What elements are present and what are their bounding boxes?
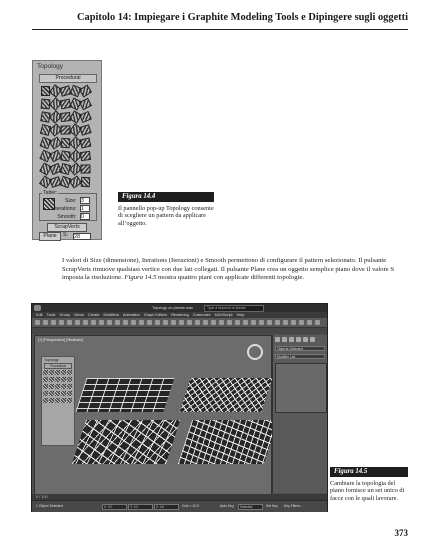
mini-pattern-thumbnail-icon[interactable] (61, 384, 66, 389)
utilities-tab-icon[interactable] (310, 337, 315, 342)
app-titlebar (32, 304, 327, 312)
smooth-spinner[interactable]: 0 (80, 213, 90, 220)
set-key-button[interactable]: Set Key (266, 504, 278, 508)
mini-pattern-thumbnail-icon[interactable] (43, 370, 48, 375)
pattern-thumbnail-icon[interactable] (79, 85, 92, 98)
mini-pattern-thumbnail-icon[interactable] (43, 391, 48, 396)
mini-pattern-thumbnail-icon[interactable] (49, 391, 54, 396)
y-coordinate-field[interactable]: Y: 0.0 (128, 504, 153, 510)
topology-panel-title: Topology (37, 63, 64, 70)
body-text-part1: I valori di Size (dimensione), Iterations (Iterazioni) e Smooth permettono di configurare il pattern selezionato. Il pulsante ScrapVerts rimuove qualsiasi vertice con due lati collegati. Il pulsante Plane crea un oggetto semplice piano dove il valore S imposta la risoluzione. (62, 257, 395, 282)
pattern-thumbnail-icon[interactable] (81, 177, 91, 187)
toolbar-tool-icon[interactable] (83, 320, 88, 325)
menu-item[interactable]: Rendering (171, 313, 189, 317)
create-tab-icon[interactable] (275, 337, 280, 342)
mini-pattern-thumbnail-icon[interactable] (61, 398, 66, 403)
mini-pattern-thumbnail-icon[interactable] (43, 377, 48, 382)
mini-pattern-thumbnail-icon[interactable] (67, 370, 72, 375)
toolbar-tool-icon[interactable] (163, 320, 168, 325)
pattern-thumbnail-icon[interactable] (79, 98, 92, 111)
toolbar-tool-icon[interactable] (139, 320, 144, 325)
toolbar-tool-icon[interactable] (219, 320, 224, 325)
time-slider-label: 0 / 100 (36, 495, 48, 499)
mini-panel-title: Topology (44, 358, 59, 362)
toolbar-tool-icon[interactable] (283, 320, 288, 325)
mini-pattern-thumbnail-icon[interactable] (55, 384, 60, 389)
plane-grid-topology[interactable] (75, 378, 174, 412)
mini-pattern-thumbnail-icon[interactable] (61, 391, 66, 396)
app-logo-icon[interactable] (34, 305, 41, 311)
menu-item[interactable]: Views (73, 313, 85, 317)
s-spinner[interactable]: 28 (73, 233, 91, 240)
display-tab-icon[interactable] (303, 337, 308, 342)
pattern-thumbnail-icon[interactable] (79, 124, 91, 136)
toolbar-tool-icon[interactable] (315, 320, 320, 325)
toolbar-tool-icon[interactable] (155, 320, 160, 325)
page-number: 373 (394, 528, 408, 538)
toolbar-tool-icon[interactable] (195, 320, 200, 325)
toolbar-tool-icon[interactable] (243, 320, 248, 325)
menu-item[interactable]: Group (59, 313, 70, 317)
mini-pattern-thumbnail-icon[interactable] (55, 377, 60, 382)
object-name-field[interactable]: Objects Selected (275, 346, 325, 351)
command-panel-tabs (275, 337, 325, 343)
toolbar-tool-icon[interactable] (115, 320, 120, 325)
toolbar-tool-icon[interactable] (43, 320, 48, 325)
menu-item[interactable]: Edit (36, 313, 43, 317)
mini-pattern-thumbnail-icon[interactable] (49, 384, 54, 389)
toolbar-tool-icon[interactable] (299, 320, 304, 325)
toolbar-tool-icon[interactable] (251, 320, 256, 325)
pattern-grid (41, 85, 97, 189)
caption-14-5 (330, 467, 408, 502)
toolbar-tool-icon[interactable] (51, 320, 56, 325)
pattern-thumbnail-icon[interactable] (80, 138, 92, 149)
body-paragraph (62, 257, 406, 283)
toolbar-tool-icon[interactable] (131, 320, 136, 325)
toolbar-tool-icon[interactable] (67, 320, 72, 325)
mini-pattern-thumbnail-icon[interactable] (61, 370, 66, 375)
menu-item[interactable]: Tools (46, 313, 56, 317)
mini-pattern-thumbnail-icon[interactable] (55, 391, 60, 396)
modify-tab-icon[interactable] (282, 337, 287, 342)
toolbar-tool-icon[interactable] (179, 320, 184, 325)
mini-pattern-thumbnail-icon[interactable] (67, 377, 72, 382)
app-window-title: Topology on planes.max (152, 306, 193, 310)
mini-pattern-thumbnail-icon[interactable] (67, 398, 72, 403)
mini-pattern-thumbnail-icon[interactable] (43, 398, 48, 403)
menu-item[interactable]: Modifiers (103, 313, 119, 317)
iterations-label: Iterations: (53, 205, 77, 212)
command-panel (272, 335, 327, 493)
figure-label: Figura 14.4 (118, 192, 214, 202)
status-bar (32, 500, 327, 512)
scrapverts-button[interactable]: ScrapVerts (47, 223, 87, 232)
smooth-row (57, 213, 90, 220)
mini-pattern-thumbnail-icon[interactable] (61, 377, 66, 382)
size-spinner[interactable]: 3 (80, 197, 90, 204)
toolbar-tool-icon[interactable] (291, 320, 296, 325)
toolbar-tool-icon[interactable] (171, 320, 176, 325)
toolbar-tool-icon[interactable] (107, 320, 112, 325)
menu-item[interactable]: Help (236, 313, 245, 317)
toolbar-tool-icon[interactable] (123, 320, 128, 325)
figure-reference: Figura 14.5 (124, 274, 157, 282)
mini-pattern-thumbnail-icon[interactable] (49, 398, 54, 403)
auto-key-button[interactable]: Auto Key (220, 504, 234, 508)
app-screenshot (31, 303, 328, 512)
s-label: S: (63, 232, 68, 238)
smooth-label: Smooth: (57, 213, 77, 220)
menu-item[interactable]: MAXScript (214, 313, 233, 317)
mini-pattern-thumbnail-icon[interactable] (43, 384, 48, 389)
size-row (65, 197, 90, 204)
x-coordinate-field[interactable]: X: 0.0 (102, 504, 127, 510)
toolbar-tool-icon[interactable] (75, 320, 80, 325)
pattern-thumbnail-icon[interactable] (79, 111, 92, 123)
caption-14-4 (118, 192, 214, 227)
mini-pattern-grid (42, 369, 74, 404)
menu-item[interactable]: Customize (192, 313, 211, 317)
toolbar-tool-icon[interactable] (227, 320, 232, 325)
plane-button[interactable]: Plane (39, 232, 61, 241)
figure-label: Figura 14.5 (330, 467, 408, 477)
pattern-thumbnail-icon[interactable] (80, 164, 90, 173)
toolbar-tool-icon[interactable] (35, 320, 40, 325)
menu-item[interactable]: Graph Editors (143, 313, 168, 317)
pattern-thumbnail-icon[interactable] (80, 151, 91, 161)
toolbar-tool-icon[interactable] (235, 320, 240, 325)
procedural-rollout: Procedural (39, 74, 97, 83)
toolbar-tool-icon[interactable] (203, 320, 208, 325)
selection-status: 1 Object Selected (36, 504, 63, 508)
toolbar-tool-icon[interactable] (211, 320, 216, 325)
main-toolbar (32, 318, 327, 328)
plane-brick-topology[interactable] (178, 420, 278, 464)
menu-item[interactable]: Animation (122, 313, 140, 317)
toolbar-tool-icon[interactable] (187, 320, 192, 325)
mini-pattern-thumbnail-icon[interactable] (55, 398, 60, 403)
tatter-group (39, 190, 97, 221)
header-rule (32, 29, 408, 30)
toolbar-tool-icon[interactable] (147, 320, 152, 325)
motion-tab-icon[interactable] (296, 337, 301, 342)
toolbar-tool-icon[interactable] (259, 320, 264, 325)
search-input[interactable]: Type a keyword or phrase (204, 305, 264, 312)
iterations-row (54, 205, 90, 212)
caption-text: Cambiare la topologia del piano fornisce un set unico di facce con le quali lavorare. (330, 479, 405, 502)
modifier-stack[interactable] (275, 363, 327, 413)
graphite-ribbon (32, 328, 327, 334)
toolbar-tool-icon[interactable] (307, 320, 312, 325)
toolbar-tool-icon[interactable] (99, 320, 104, 325)
modifier-list-dropdown[interactable]: Modifier List (275, 354, 325, 359)
toolbar-tool-icon[interactable] (275, 320, 280, 325)
mini-pattern-thumbnail-icon[interactable] (67, 391, 72, 396)
iterations-spinner[interactable]: 1 (80, 205, 90, 212)
hierarchy-tab-icon[interactable] (289, 337, 294, 342)
caption-text: Il pannello pop-up Topology consente di scegliere un pattern da applicare all’oggetto. (118, 204, 214, 227)
mini-procedural-rollout: Procedural (44, 363, 72, 369)
view-cube-icon[interactable] (247, 344, 263, 360)
mini-pattern-thumbnail-icon[interactable] (49, 377, 54, 382)
menu-item[interactable]: Create (88, 313, 100, 317)
mini-pattern-thumbnail-icon[interactable] (55, 370, 60, 375)
grid-size-readout: Grid = 10.0 (182, 504, 199, 508)
topology-panel (32, 60, 102, 240)
mini-pattern-thumbnail-icon[interactable] (67, 384, 72, 389)
plane-shatter-topology[interactable] (72, 420, 180, 464)
plane-diamond-topology[interactable] (179, 378, 272, 412)
key-filters-button[interactable]: Key Filters... (284, 504, 303, 508)
size-label: Size: (65, 197, 77, 204)
body-text-part2: mostra quattro piani con applicate differenti topologie. (156, 274, 305, 282)
toolbar-tool-icon[interactable] (91, 320, 96, 325)
mini-topology-panel (41, 356, 75, 446)
z-coordinate-field[interactable]: Z: 0.0 (154, 504, 179, 510)
viewport-label[interactable]: [+] [Perspective] [Realistic] (38, 338, 83, 342)
mini-pattern-thumbnail-icon[interactable] (49, 370, 54, 375)
running-header: Capitolo 14: Impiegare i Graphite Modeling Tools e Dipingere sugli oggetti (77, 12, 408, 23)
toolbar-tool-icon[interactable] (267, 320, 272, 325)
toolbar-tool-icon[interactable] (59, 320, 64, 325)
tatter-label: Tatter: (43, 190, 58, 196)
perspective-viewport[interactable] (34, 335, 272, 495)
selected-dropdown[interactable]: Selected (238, 504, 263, 510)
